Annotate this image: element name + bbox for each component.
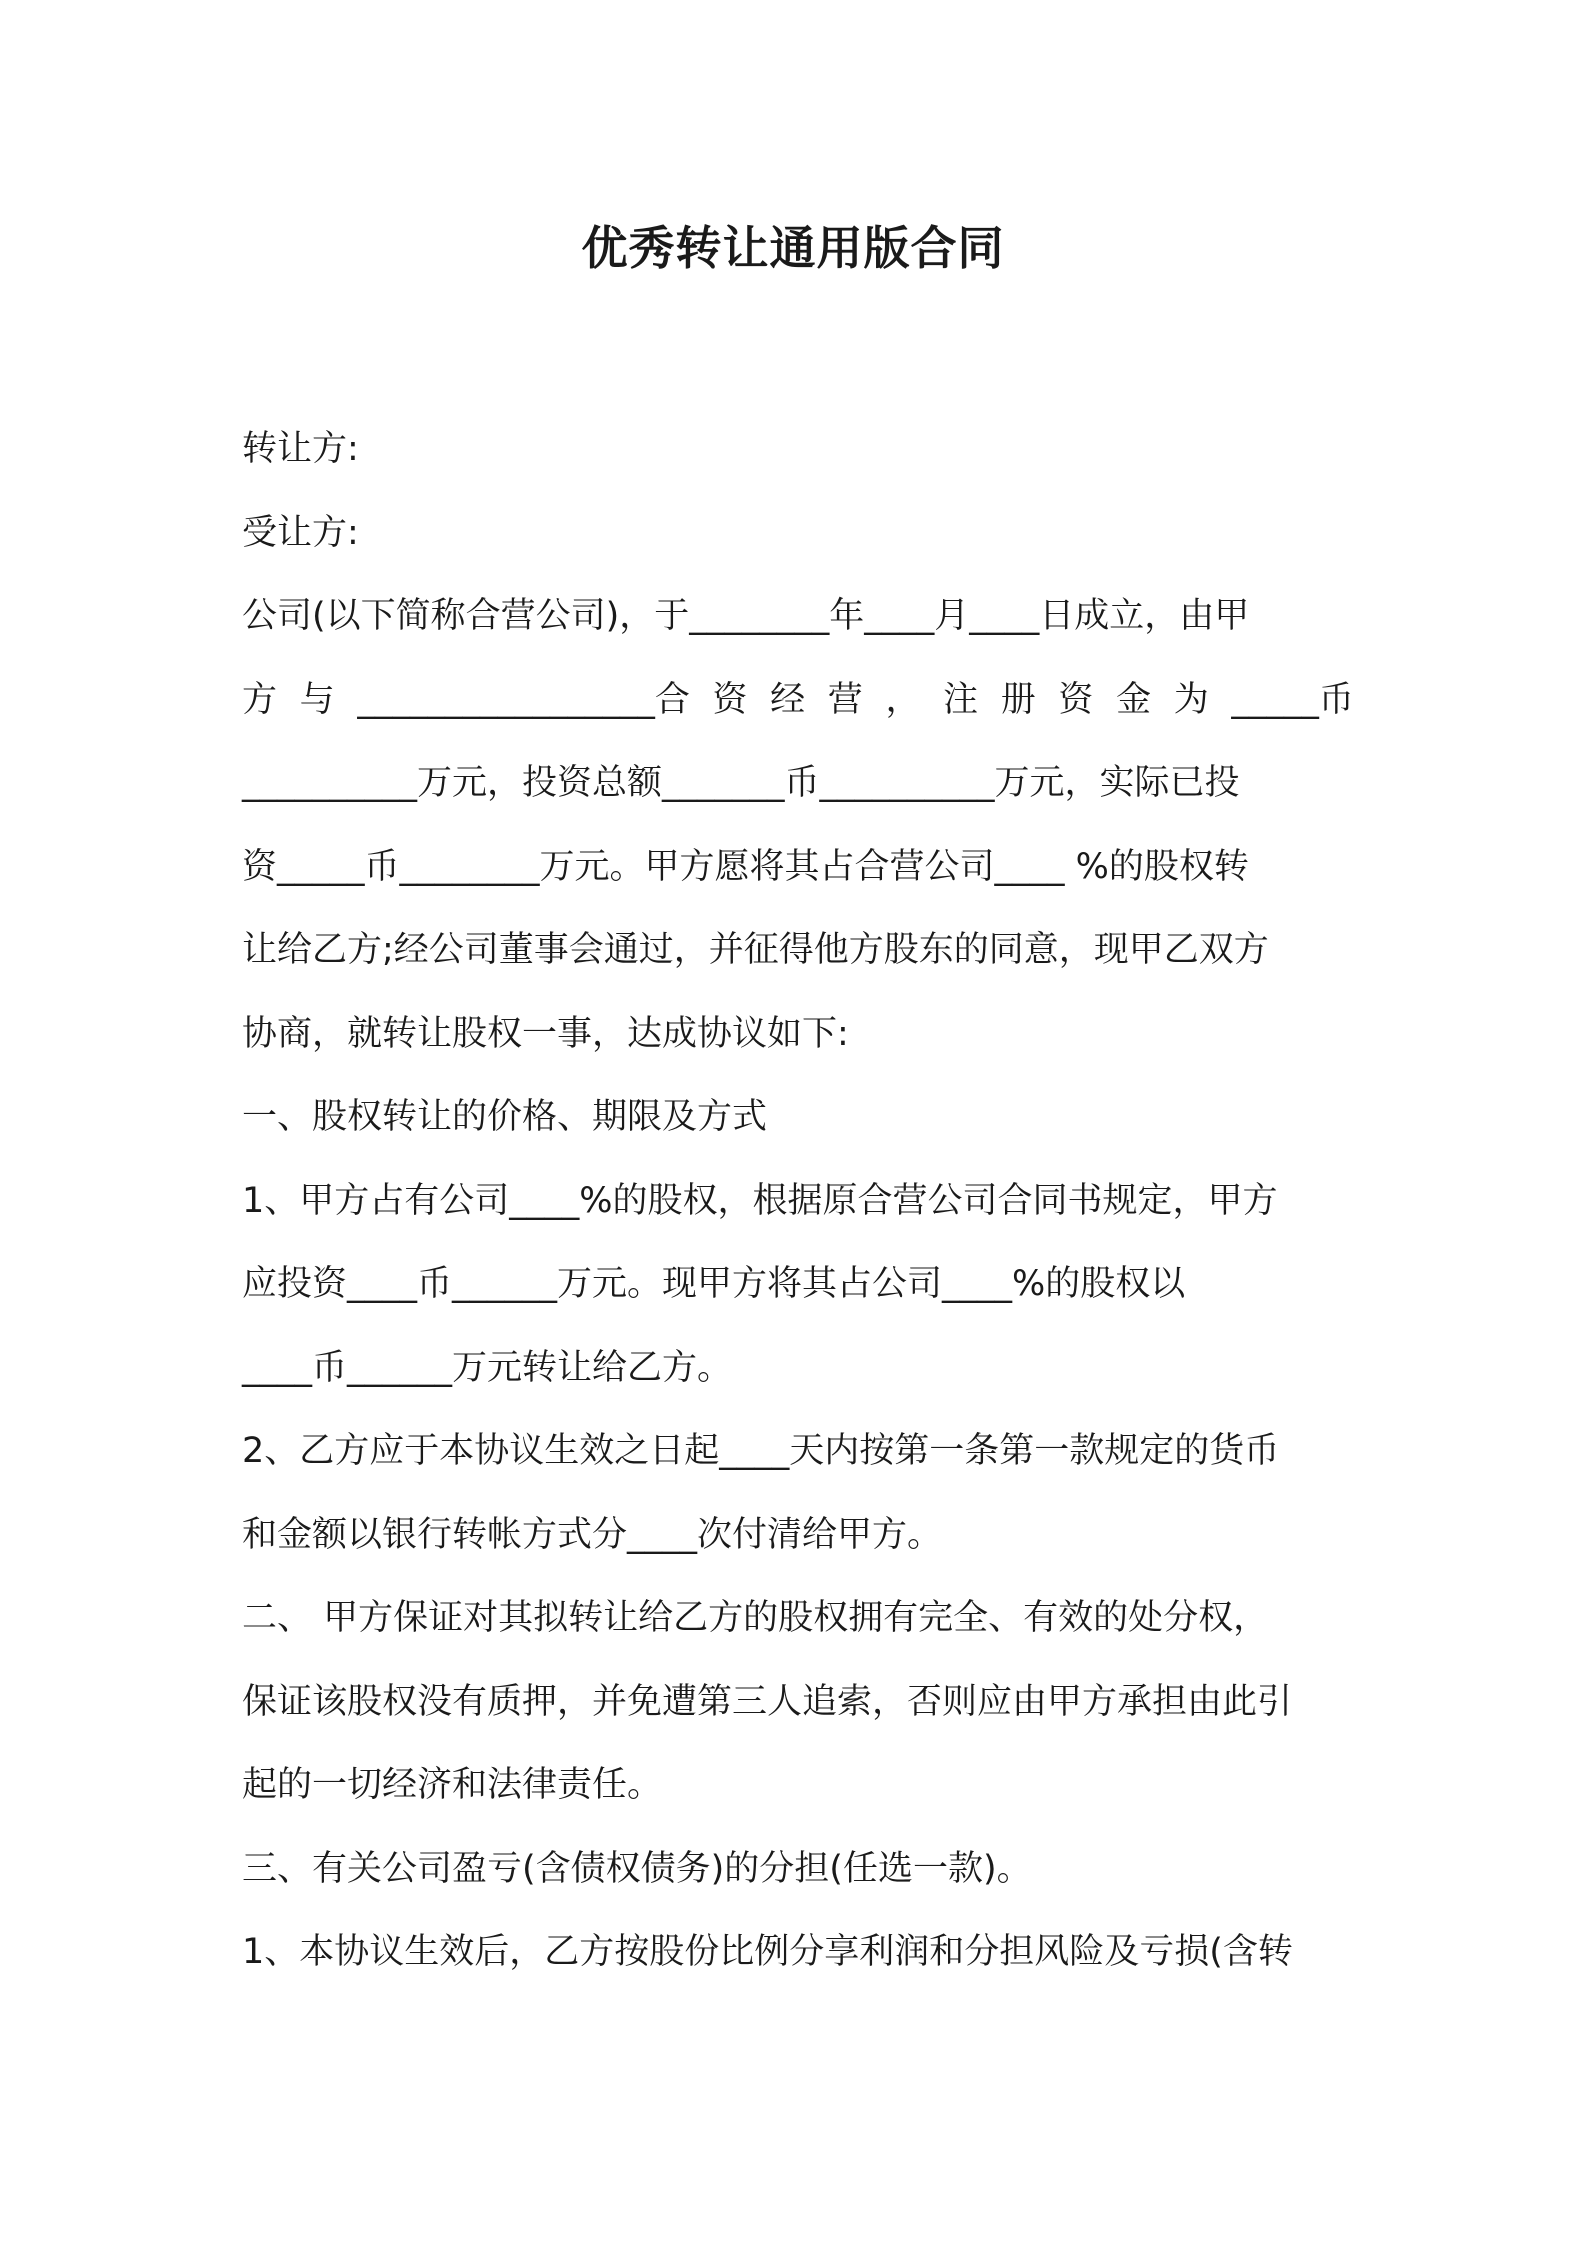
paragraph-line-justified xyxy=(242,659,1354,743)
document-title: 优秀转让通用版合同 xyxy=(581,221,1005,275)
text-segment: 资 xyxy=(1058,679,1094,720)
section-heading-2: 二、 甲方保证对其拟转让给乙方的股权拥有完全、有效的处分权， xyxy=(242,1598,1269,1638)
paragraph-line: __________万元，投资总额_______币__________万元，实际已投 xyxy=(242,763,1240,803)
clause-line: 和金额以银行转帐方式分____次付清给甲方。 xyxy=(242,1514,943,1555)
text-segment: 资 xyxy=(712,679,748,720)
transferor-line: 转让方: xyxy=(242,429,359,469)
section-heading-3: 三、有关公司盈亏(含债权债务)的分担(任选一款)。 xyxy=(242,1848,1032,1889)
section-heading-1: 一、股权转让的价格、期限及方式 xyxy=(242,1097,768,1137)
clause-line: 应投资____币______万元。现甲方将其占公司____%的股权以 xyxy=(242,1264,1186,1304)
text-segment: 金 xyxy=(1116,679,1152,720)
clause-line: 起的一切经济和法律责任。 xyxy=(242,1765,663,1805)
text-segment: 为 xyxy=(1173,679,1209,720)
clause-line: 保证该股权没有质押，并免遭第三人追索，否则应由甲方承担由此引 xyxy=(242,1681,1293,1722)
clause-line: 1、本协议生效后，乙方按股份比例分享利润和分担风险及亏损(含转 xyxy=(242,1932,1293,1972)
clause-line: ____币______万元转让给乙方。 xyxy=(242,1347,733,1388)
text-segment: 与 xyxy=(299,679,335,720)
text-segment: 经 xyxy=(770,679,806,720)
text-segment: ， xyxy=(885,679,921,720)
text-segment: 营 xyxy=(827,679,863,720)
transferee-line: 受让方: xyxy=(242,512,359,553)
text-segment: _____币 xyxy=(1231,679,1354,720)
document-body xyxy=(242,408,1354,1995)
paragraph-line: 资_____币________万元。甲方愿将其占合营公司____ %的股权转 xyxy=(242,846,1249,887)
text-segment: 方 xyxy=(242,679,278,720)
text-segment: 注 xyxy=(943,679,979,720)
clause-line: 1、甲方占有公司____%的股权，根据原合营公司合同书规定，甲方 xyxy=(242,1180,1278,1221)
text-segment: 册 xyxy=(1000,679,1036,720)
text-segment: _________________合 xyxy=(357,679,690,720)
clause-line: 2、乙方应于本协议生效之日起____天内按第一条第一款规定的货币 xyxy=(242,1431,1280,1471)
paragraph-line: 让给乙方;经公司董事会通过，并征得他方股东的同意，现甲乙双方 xyxy=(242,930,1269,970)
paragraph-line: 协商，就转让股权一事，达成协议如下: xyxy=(242,1013,849,1054)
paragraph-line: 公司(以下简称合营公司)，于________年____月____日成立，由甲 xyxy=(242,596,1250,636)
